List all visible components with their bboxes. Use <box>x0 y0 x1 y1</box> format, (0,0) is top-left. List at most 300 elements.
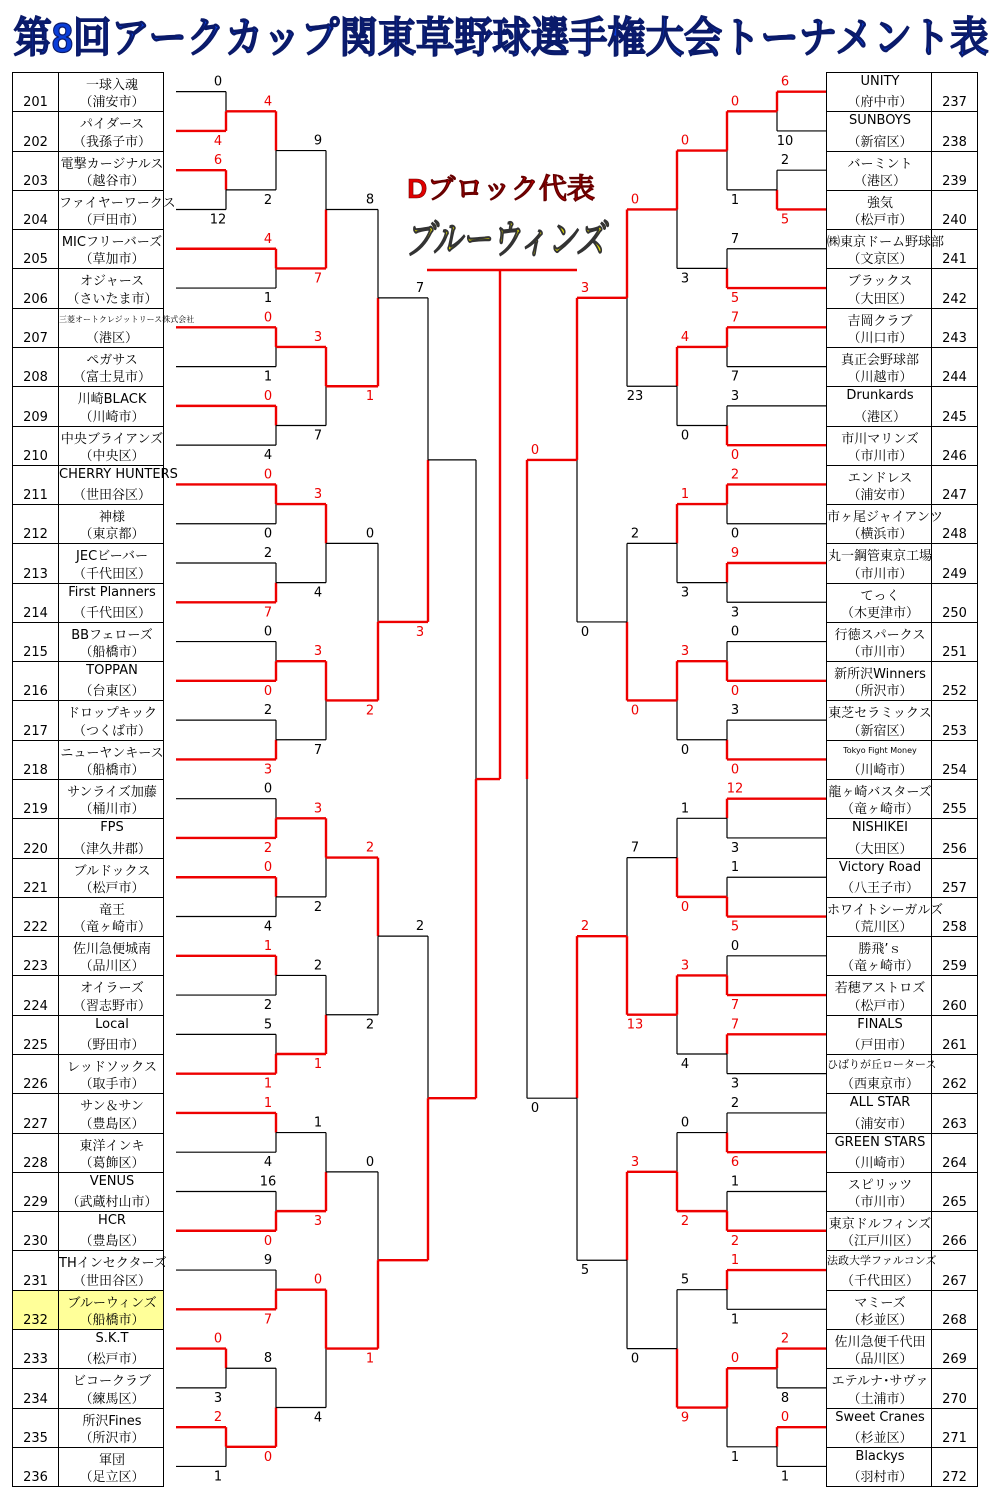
match-score: 3 <box>680 585 690 601</box>
team-number: 235 <box>13 1409 59 1447</box>
team-city: （杉並区） <box>847 1312 913 1328</box>
team-number: 224 <box>13 976 59 1014</box>
match-score: 3 <box>313 487 323 503</box>
team-city: （新宿区） <box>847 723 913 739</box>
team-city: （豊島区） <box>79 1116 145 1132</box>
match-score: 3 <box>263 762 273 778</box>
team-number: 231 <box>13 1251 59 1289</box>
match-score: 3 <box>630 1154 640 1170</box>
team-number: 239 <box>931 152 977 190</box>
team-name: JECビーバー <box>76 549 148 565</box>
match-score: 2 <box>263 546 273 561</box>
team-number: 268 <box>931 1291 977 1329</box>
match-score: 5 <box>580 1263 590 1279</box>
match-score: 4 <box>680 329 690 345</box>
team-city: （府中市） <box>847 95 913 111</box>
team-name: 軍団 <box>98 1452 125 1468</box>
match-score: 2 <box>365 703 375 719</box>
team-number: 234 <box>13 1369 59 1407</box>
match-score: 7 <box>263 605 273 621</box>
match-score: 0 <box>263 1233 273 1249</box>
match-score: 0 <box>365 526 375 542</box>
team-number: 202 <box>13 112 59 150</box>
team-city: （市川市） <box>847 566 913 582</box>
match-score: 0 <box>530 442 540 458</box>
team-city: （所沢市） <box>79 1430 145 1446</box>
match-score: 7 <box>630 840 640 856</box>
match-score: 4 <box>263 94 273 110</box>
match-score: 7 <box>263 1312 273 1328</box>
match-score: 5 <box>730 919 740 935</box>
match-score: 1 <box>313 1115 323 1131</box>
team-number: 214 <box>13 584 59 622</box>
team-number: 215 <box>13 623 59 661</box>
team-city: （千代田区） <box>840 1273 919 1289</box>
match-score: 0 <box>313 1272 323 1288</box>
team-name: サン＆サン <box>80 1099 144 1115</box>
team-number: 240 <box>931 191 977 229</box>
team-number: 257 <box>931 859 977 897</box>
team-name: ビコークラブ <box>72 1374 151 1390</box>
team-name: FINALS <box>857 1016 903 1032</box>
team-city: （市川市） <box>847 448 913 464</box>
match-score: 1 <box>263 938 273 954</box>
champion-name: ブルーウィンズ <box>405 218 610 262</box>
team-city: （我孫子市） <box>72 134 151 150</box>
team-name: ファイヤーワークス <box>59 195 176 211</box>
team-number: 263 <box>931 1094 977 1132</box>
team-name: ドロップキック <box>67 706 157 722</box>
team-number: 221 <box>13 859 59 897</box>
match-score: 0 <box>780 1410 790 1426</box>
team-city: （竜ヶ崎市） <box>840 959 919 975</box>
match-score: 0 <box>730 448 740 464</box>
team-city: （松戸市） <box>847 213 913 229</box>
match-score: 0 <box>580 624 590 640</box>
team-city: （桶川市） <box>79 802 145 818</box>
team-name: SUNBOYS <box>849 113 911 129</box>
match-score: 4 <box>313 1410 323 1426</box>
match-score: 0 <box>213 74 223 90</box>
team-name: 法政大学ファルコンズ <box>827 1254 937 1268</box>
team-city: （習志野市） <box>72 998 151 1014</box>
team-number: 243 <box>931 309 977 347</box>
team-city: （竜ヶ崎市） <box>72 920 151 936</box>
team-name: バーミント <box>847 156 913 172</box>
team-city: （練馬区） <box>79 1391 145 1407</box>
match-score: 1 <box>313 1057 323 1072</box>
match-score: 1 <box>263 369 273 385</box>
match-score: 1 <box>730 1174 740 1190</box>
match-score: 3 <box>680 644 690 660</box>
match-score: 2 <box>263 703 273 719</box>
team-number: 241 <box>931 230 977 268</box>
team-number: 208 <box>13 348 59 386</box>
match-score: 0 <box>630 1351 640 1367</box>
team-name: 勝飛’ｓ <box>858 942 902 958</box>
team-name: 強気 <box>866 195 893 211</box>
team-number: 229 <box>13 1173 59 1211</box>
team-city: （所沢市） <box>847 684 913 700</box>
team-number: 252 <box>931 662 977 700</box>
team-name: ブルーウィンズ <box>67 1295 157 1311</box>
match-score: 4 <box>680 1057 690 1072</box>
team-city: （つくば市） <box>72 723 151 739</box>
team-city: （川崎市） <box>79 409 145 425</box>
team-number: 213 <box>13 544 59 582</box>
match-score: 4 <box>263 231 273 247</box>
match-score: 3 <box>730 605 740 621</box>
match-score: 7 <box>730 369 740 385</box>
team-number: 265 <box>931 1173 977 1211</box>
match-score: 2 <box>730 467 740 483</box>
team-city: （世田谷区） <box>72 1273 151 1289</box>
team-number: 203 <box>13 152 59 190</box>
team-number: 212 <box>13 505 59 543</box>
team-name: Blackys <box>855 1448 905 1464</box>
team-name: 神様 <box>98 510 125 526</box>
team-number: 219 <box>13 780 59 818</box>
team-city: （世田谷区） <box>72 488 151 504</box>
match-score: 0 <box>213 1331 223 1347</box>
team-city: （船橋市） <box>79 763 145 779</box>
team-name: ブラックス <box>847 274 913 290</box>
match-score: 0 <box>263 388 273 404</box>
match-score: 2 <box>680 1214 690 1230</box>
team-city: （戸田市） <box>79 213 145 229</box>
match-score: 1 <box>680 487 690 503</box>
team-city: （品川区） <box>847 1352 913 1368</box>
team-name: マミーズ <box>854 1295 906 1311</box>
team-city: （葛飾区） <box>79 1155 145 1171</box>
team-city: （品川区） <box>79 959 145 975</box>
team-number: 248 <box>931 505 977 543</box>
team-number: 264 <box>931 1134 977 1172</box>
match-score: 0 <box>730 683 740 699</box>
team-number: 247 <box>931 466 977 504</box>
match-score: 0 <box>263 1449 273 1465</box>
match-score: 8 <box>780 1390 790 1406</box>
team-name: CHERRY HUNTERS <box>59 466 178 482</box>
match-score: 4 <box>263 919 273 935</box>
match-score: 3 <box>680 271 690 287</box>
team-name: GREEN STARS <box>834 1134 926 1150</box>
team-number: 207 <box>13 309 59 347</box>
team-city: （草加市） <box>79 252 145 268</box>
match-score: 23 <box>626 389 644 405</box>
match-score: 2 <box>213 1410 223 1426</box>
team-number: 225 <box>13 1016 59 1054</box>
match-score: 8 <box>263 1351 273 1367</box>
team-name: ひばりが丘ロータース <box>827 1058 937 1071</box>
team-number: 217 <box>13 701 59 739</box>
match-score: 3 <box>213 1390 223 1406</box>
match-score: 0 <box>263 860 273 876</box>
match-score: 8 <box>365 192 375 208</box>
team-number: 230 <box>13 1212 59 1250</box>
match-score: 7 <box>730 310 740 326</box>
team-city: （越谷市） <box>79 173 145 189</box>
team-city: （足立区） <box>79 1470 145 1486</box>
team-city: （さいたま市） <box>66 291 158 307</box>
team-name: Tokyo Fight Money <box>843 745 917 755</box>
match-score: 2 <box>365 840 375 856</box>
match-score: 9 <box>263 1253 273 1269</box>
team-name: ブルドックス <box>73 863 151 879</box>
team-name: 龍ヶ崎バスターズ <box>828 785 932 801</box>
match-score: 10 <box>776 133 794 149</box>
match-score: 0 <box>630 703 640 719</box>
match-score: 6 <box>730 1155 740 1171</box>
match-score: 0 <box>263 467 273 483</box>
match-score: 3 <box>730 703 740 719</box>
match-score: 4 <box>213 133 223 149</box>
match-score: 2 <box>313 899 323 915</box>
team-name: Victory Road <box>838 859 922 875</box>
match-score: 1 <box>730 860 740 876</box>
match-score: 2 <box>730 1233 740 1249</box>
team-number: 218 <box>13 741 59 779</box>
match-score: 7 <box>313 742 323 758</box>
team-number: 238 <box>931 112 977 150</box>
team-name: ホワイトシーガルズ <box>827 902 943 918</box>
team-number: 206 <box>13 269 59 307</box>
match-score: 1 <box>365 1351 375 1367</box>
match-score: 9 <box>730 546 740 561</box>
title-text: 第8回アークカップ関東草野球選手権大会トーナメント表 <box>13 14 989 61</box>
team-number: 220 <box>13 819 59 857</box>
team-number: 270 <box>931 1369 977 1407</box>
team-city: （木更津市） <box>840 605 919 621</box>
team-name: 新所沢Winners <box>834 667 926 683</box>
team-number: 260 <box>931 976 977 1014</box>
team-city: （武蔵村山市） <box>66 1195 158 1211</box>
match-score: 7 <box>313 271 323 287</box>
match-score: 5 <box>263 1017 273 1033</box>
team-number: 204 <box>13 191 59 229</box>
team-name: 中央ブライアンズ <box>60 431 164 447</box>
team-name: VENUS <box>89 1173 135 1189</box>
match-score: 0 <box>680 899 690 915</box>
match-score: 1 <box>730 192 740 208</box>
match-score: 4 <box>263 1155 273 1171</box>
team-name: 佐川急便千代田 <box>834 1334 926 1350</box>
match-score: 4 <box>313 585 323 601</box>
match-score: 3 <box>313 329 323 345</box>
team-name: NISHIKEI <box>852 820 908 836</box>
team-city: （川口市） <box>847 330 913 346</box>
team-name: 市ヶ尾ジャイアンツ <box>827 510 943 526</box>
team-city: （松戸市） <box>79 880 145 896</box>
match-score: 2 <box>313 958 323 974</box>
team-number: 246 <box>931 427 977 465</box>
team-name: HCR <box>98 1213 126 1229</box>
team-number: 253 <box>931 701 977 739</box>
team-city: （港区） <box>85 330 138 346</box>
match-score: 7 <box>730 1017 740 1033</box>
team-name: サンライズ加藤 <box>67 785 157 801</box>
team-city: （川崎市） <box>847 1155 913 1171</box>
team-name: 電撃カージナルス <box>60 156 164 172</box>
team-city: （新宿区） <box>847 134 913 150</box>
team-name: BBフェローズ <box>71 627 153 643</box>
team-number: 245 <box>931 387 977 425</box>
team-city: （八王子市） <box>840 880 919 896</box>
match-score: 2 <box>780 1331 790 1347</box>
team-city: （文京区） <box>847 252 913 268</box>
match-score: 0 <box>680 1115 690 1131</box>
team-name: TOPPAN <box>86 663 138 679</box>
match-score: 2 <box>780 153 790 169</box>
match-score: 1 <box>263 291 273 307</box>
team-name: Local <box>95 1016 129 1032</box>
match-score: 2 <box>263 192 273 208</box>
team-number: 249 <box>931 544 977 582</box>
team-city: （豊島区） <box>79 1234 145 1250</box>
match-score: 2 <box>580 919 590 935</box>
match-score: 16 <box>259 1174 277 1190</box>
team-name: スピリッツ <box>847 1177 913 1193</box>
team-number: 237 <box>931 73 977 111</box>
team-city: （富士見市） <box>72 370 151 386</box>
match-score: 7 <box>313 428 323 444</box>
match-score: 7 <box>415 280 425 296</box>
match-score: 1 <box>730 1253 740 1269</box>
team-name: ペガサス <box>86 352 138 368</box>
match-score: 0 <box>730 624 740 640</box>
match-score: 9 <box>680 1410 690 1426</box>
team-city: （大田区） <box>847 841 913 857</box>
match-score: 0 <box>263 310 273 326</box>
team-number: 250 <box>931 584 977 622</box>
team-name: 竜王 <box>98 902 125 918</box>
team-city: （市川市） <box>847 645 913 661</box>
team-name: エテルナ･サヴァ <box>831 1374 929 1390</box>
team-name: MICフリーバーズ <box>61 235 163 251</box>
match-score: 0 <box>730 94 740 110</box>
team-number: 261 <box>931 1016 977 1054</box>
match-score: 2 <box>365 1017 375 1033</box>
match-score: 0 <box>680 428 690 444</box>
team-city: （津久井郡） <box>72 841 151 857</box>
team-city: （取手市） <box>79 1077 145 1093</box>
match-score: 0 <box>263 781 273 797</box>
team-city: （西東京市） <box>840 1077 919 1093</box>
match-score: 1 <box>730 1312 740 1328</box>
match-score: 3 <box>580 280 590 296</box>
team-name: 真正会野球部 <box>840 352 919 368</box>
team-name: 川崎BLACK <box>77 392 147 408</box>
team-number: 259 <box>931 937 977 975</box>
match-score: 0 <box>630 192 640 208</box>
match-score: 4 <box>263 448 273 464</box>
match-score: 1 <box>680 801 690 817</box>
team-name: 若穂アストロズ <box>834 981 926 997</box>
team-city: （市川市） <box>847 1195 913 1211</box>
team-name: 行徳スパークス <box>834 627 926 643</box>
match-score: 6 <box>213 153 223 169</box>
team-number: 228 <box>13 1134 59 1172</box>
match-score: 0 <box>680 133 690 149</box>
team-number: 267 <box>931 1251 977 1289</box>
team-name: 丸一鋼管東京工場 <box>827 549 932 565</box>
match-score: 3 <box>680 958 690 974</box>
match-score: 0 <box>263 526 273 542</box>
team-city: （東京都） <box>79 527 145 543</box>
match-score: 0 <box>730 526 740 542</box>
team-number: 201 <box>13 73 59 111</box>
team-number: 244 <box>931 348 977 386</box>
team-name: 東洋インキ <box>79 1138 145 1154</box>
match-score: 12 <box>209 212 227 228</box>
champion-block-label: Dブロック代表 <box>407 173 595 204</box>
match-score: 6 <box>780 74 790 90</box>
team-name: 所沢Fines <box>82 1413 142 1429</box>
team-number: 227 <box>13 1094 59 1132</box>
match-score: 3 <box>730 840 740 856</box>
match-score: 7 <box>730 998 740 1014</box>
team-name: 市川マリンズ <box>841 431 919 447</box>
match-score: 1 <box>263 1076 273 1092</box>
match-score: 5 <box>780 212 790 228</box>
team-number: 211 <box>13 466 59 504</box>
team-number: 210 <box>13 427 59 465</box>
team-city: （戸田市） <box>847 1037 913 1053</box>
match-score: 3 <box>313 1214 323 1230</box>
team-number: 254 <box>931 741 977 779</box>
team-name: S.K.T <box>95 1330 129 1346</box>
match-score: 3 <box>730 1076 740 1092</box>
team-city: （中央区） <box>79 448 145 464</box>
match-score: 0 <box>730 762 740 778</box>
team-city: （台東区） <box>79 684 145 700</box>
team-name: レッドソックス <box>66 1060 158 1075</box>
match-score: 0 <box>680 742 690 758</box>
match-score: 1 <box>213 1469 223 1485</box>
team-city: （浦安市） <box>847 488 913 504</box>
team-city: （横浜市） <box>847 527 913 543</box>
match-score: 2 <box>630 526 640 542</box>
team-name: Drunkards <box>846 388 914 404</box>
team-city: （千代田区） <box>72 605 151 621</box>
team-number: 232 <box>13 1291 59 1329</box>
team-city: （千代田区） <box>72 566 151 582</box>
team-name: 佐川急便城南 <box>72 942 151 958</box>
match-score: 2 <box>263 840 273 856</box>
team-name: ㈱東京ドーム野球部 <box>827 235 945 251</box>
team-name: オイラーズ <box>80 981 144 997</box>
match-score: 12 <box>726 781 744 797</box>
team-city: （港区） <box>853 409 906 425</box>
team-name: パイダース <box>79 117 145 133</box>
team-city: （江戸川区） <box>840 1234 919 1250</box>
team-number: 266 <box>931 1212 977 1250</box>
team-number: 226 <box>13 1055 59 1093</box>
team-name: ニューヤンキース <box>60 745 164 761</box>
team-number: 242 <box>931 269 977 307</box>
team-city: （浦安市） <box>847 1116 913 1132</box>
team-number: 256 <box>931 819 977 857</box>
match-score: 0 <box>365 1154 375 1170</box>
team-name: UNITY <box>860 74 900 89</box>
match-score: 1 <box>365 389 375 405</box>
match-score: 0 <box>730 1351 740 1367</box>
team-number: 269 <box>931 1330 977 1368</box>
team-name: てっく <box>860 588 900 604</box>
match-score: 1 <box>263 1095 273 1111</box>
team-number: 223 <box>13 937 59 975</box>
team-name: 東芝セラミックス <box>828 706 932 722</box>
